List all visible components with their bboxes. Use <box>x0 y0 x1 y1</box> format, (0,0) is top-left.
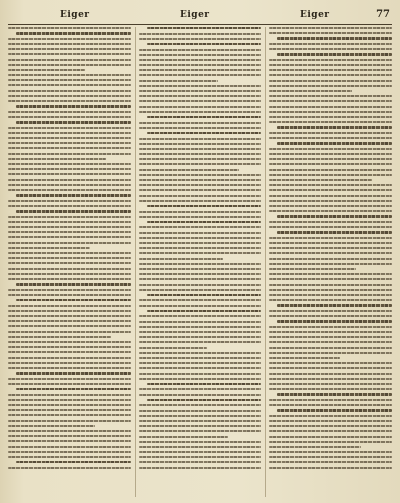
text-line <box>269 32 392 34</box>
text-line <box>269 221 392 223</box>
text-line <box>139 394 262 396</box>
text-line <box>139 169 240 171</box>
text-line <box>277 320 392 322</box>
text-line <box>16 121 131 123</box>
text-line <box>139 49 262 51</box>
text-line <box>8 378 131 380</box>
text-line <box>139 90 262 92</box>
text-line <box>269 85 392 87</box>
text-line <box>139 357 262 359</box>
text-line <box>269 137 392 139</box>
text-line <box>8 231 131 233</box>
text-line <box>269 425 392 427</box>
text-line <box>8 383 131 385</box>
text-line <box>139 237 262 239</box>
text-line <box>8 420 131 422</box>
text-line <box>269 451 392 453</box>
text-line <box>139 388 262 390</box>
text-line <box>8 74 131 76</box>
text-line <box>8 179 131 181</box>
text-line <box>8 440 131 442</box>
text-line <box>147 116 262 118</box>
text-line <box>8 27 131 29</box>
text-line <box>139 278 262 280</box>
text-line <box>139 247 262 249</box>
text-line <box>139 284 262 286</box>
text-line <box>269 116 392 118</box>
text-line <box>139 143 262 145</box>
text-line <box>8 116 131 118</box>
text-line <box>8 48 131 50</box>
text-line <box>147 294 262 296</box>
text-column-left <box>8 27 131 497</box>
text-line <box>139 80 219 82</box>
text-line <box>8 38 131 40</box>
text-line <box>8 216 131 218</box>
text-line <box>269 336 392 338</box>
text-line <box>8 205 131 207</box>
text-line <box>8 200 131 202</box>
text-line <box>8 315 131 317</box>
text-line <box>269 367 392 369</box>
text-line <box>269 158 392 160</box>
text-line <box>147 310 262 312</box>
text-line <box>8 153 131 155</box>
text-line <box>8 64 131 66</box>
text-line <box>8 310 131 312</box>
text-line <box>269 310 392 312</box>
text-line <box>269 200 392 202</box>
text-line <box>269 341 392 343</box>
text-line <box>8 451 131 453</box>
text-line <box>139 111 262 113</box>
text-line <box>269 153 392 155</box>
text-line <box>139 373 262 375</box>
text-line <box>269 373 392 375</box>
text-line <box>139 216 262 218</box>
text-line <box>147 383 262 385</box>
text-line <box>139 467 262 469</box>
text-line <box>277 304 392 306</box>
text-line <box>269 174 392 176</box>
text-line <box>147 27 262 29</box>
text-line <box>8 79 131 81</box>
text-line <box>8 414 131 416</box>
text-line <box>269 263 392 265</box>
text-line <box>139 415 262 417</box>
text-line <box>8 262 131 264</box>
text-line <box>139 174 262 176</box>
text-line <box>8 351 131 353</box>
text-line <box>139 163 262 165</box>
text-line <box>8 59 131 61</box>
text-line <box>139 446 262 448</box>
text-line <box>139 352 262 354</box>
text-line <box>139 321 262 323</box>
text-line <box>16 372 131 374</box>
text-line <box>139 33 262 35</box>
text-line <box>139 211 262 213</box>
text-line <box>8 273 131 275</box>
text-line <box>269 59 392 61</box>
text-line <box>139 106 262 108</box>
text-line <box>269 415 392 417</box>
text-line <box>147 132 262 134</box>
text-line <box>8 336 111 338</box>
text-line <box>269 315 392 317</box>
text-line <box>8 236 131 238</box>
text-line <box>139 189 262 191</box>
text-line <box>277 53 392 55</box>
text-line <box>269 237 392 239</box>
text-line <box>269 48 392 50</box>
text-line <box>8 394 131 396</box>
text-line <box>139 326 262 328</box>
text-line <box>139 362 262 364</box>
text-line <box>8 456 131 458</box>
text-line <box>139 263 262 265</box>
text-line <box>277 231 392 233</box>
text-line <box>8 69 85 71</box>
text-line <box>147 221 262 223</box>
text-line <box>16 299 131 301</box>
text-line <box>139 242 262 244</box>
text-line <box>8 100 131 102</box>
text-line <box>269 64 392 66</box>
text-line <box>269 461 392 463</box>
text-line <box>8 268 131 270</box>
text-line <box>139 59 262 61</box>
text-line <box>139 138 262 140</box>
text-line <box>139 153 262 155</box>
text-line <box>139 331 262 333</box>
text-line <box>8 142 131 144</box>
text-column-right <box>265 27 392 497</box>
text-line <box>269 383 392 385</box>
text-line <box>8 137 131 139</box>
text-line <box>139 367 262 369</box>
text-line <box>269 179 372 181</box>
text-line <box>8 184 131 186</box>
text-columns <box>8 27 392 497</box>
text-line <box>8 357 131 359</box>
text-line <box>269 399 392 401</box>
text-line <box>8 127 131 129</box>
text-line <box>139 451 262 453</box>
text-line <box>8 425 95 427</box>
text-line <box>8 305 131 307</box>
text-line <box>147 43 262 45</box>
text-line <box>8 404 131 406</box>
text-line <box>8 147 131 149</box>
text-line <box>8 252 131 254</box>
text-line <box>8 95 131 97</box>
text-line <box>269 184 392 186</box>
text-line <box>269 331 392 333</box>
text-line <box>139 425 262 427</box>
text-line <box>16 210 131 212</box>
text-line <box>139 441 262 443</box>
text-line <box>8 173 131 175</box>
text-line <box>139 410 262 412</box>
text-line <box>269 430 392 432</box>
text-line <box>139 69 262 71</box>
text-line <box>8 226 131 228</box>
text-line <box>269 294 392 296</box>
text-line <box>8 132 131 134</box>
text-line <box>139 378 262 380</box>
text-line <box>139 184 262 186</box>
text-line <box>139 404 262 406</box>
text-line <box>139 305 262 307</box>
text-column-center <box>135 27 262 497</box>
text-line <box>269 121 392 123</box>
text-line <box>269 357 340 359</box>
header-headword-left: Eiger <box>60 10 90 20</box>
text-line <box>139 456 262 458</box>
text-line <box>16 283 131 285</box>
text-line <box>8 289 131 291</box>
text-line <box>139 38 262 40</box>
text-line <box>139 127 262 129</box>
text-line <box>139 461 262 463</box>
running-header <box>8 10 392 25</box>
text-line <box>269 148 392 150</box>
text-line <box>269 189 392 191</box>
text-line <box>139 179 262 181</box>
text-line <box>269 404 392 406</box>
text-line <box>8 446 131 448</box>
text-line <box>269 100 392 102</box>
text-line <box>16 32 131 34</box>
text-line <box>139 100 262 102</box>
text-line <box>139 95 262 97</box>
text-line <box>269 163 392 165</box>
text-line <box>269 278 392 280</box>
text-line <box>269 362 392 364</box>
text-line <box>8 435 131 437</box>
text-line <box>8 168 131 170</box>
text-line <box>8 294 131 296</box>
text-line <box>277 393 392 395</box>
text-line <box>277 37 392 39</box>
text-line <box>139 430 262 432</box>
text-line <box>269 90 351 92</box>
text-line <box>139 226 262 228</box>
text-line <box>269 258 392 260</box>
text-line <box>269 226 392 228</box>
text-line <box>139 200 262 202</box>
header-headword-right: Eiger <box>300 10 330 20</box>
text-line <box>139 268 262 270</box>
text-line <box>139 341 262 343</box>
text-line <box>269 456 392 458</box>
text-line <box>147 205 262 207</box>
text-line <box>139 74 262 76</box>
text-line <box>8 367 131 369</box>
text-line <box>139 252 262 254</box>
text-line <box>147 399 262 401</box>
text-line <box>139 158 262 160</box>
text-line <box>269 111 392 113</box>
text-line <box>8 111 131 113</box>
text-line <box>8 467 131 469</box>
text-line <box>8 278 131 280</box>
text-line <box>16 388 131 390</box>
text-line <box>139 273 262 275</box>
text-line <box>269 299 392 301</box>
text-line <box>139 436 229 438</box>
text-line <box>277 142 392 144</box>
text-line <box>8 247 90 249</box>
text-line <box>277 215 392 217</box>
text-line <box>139 195 262 197</box>
header-headword-center: Eiger <box>180 10 210 20</box>
page-number: 77 <box>376 9 390 20</box>
text-line <box>8 325 131 327</box>
text-line <box>139 232 262 234</box>
text-line <box>139 420 262 422</box>
text-line <box>8 158 106 160</box>
text-line <box>269 441 392 443</box>
text-line <box>8 90 131 92</box>
text-line <box>8 43 131 45</box>
text-line <box>269 210 392 212</box>
text-line <box>269 420 392 422</box>
text-line <box>139 64 262 66</box>
text-line <box>269 242 392 244</box>
text-line <box>8 53 131 55</box>
text-line <box>8 399 131 401</box>
text-line <box>16 461 131 463</box>
text-line <box>8 362 131 364</box>
text-line <box>139 336 262 338</box>
text-line <box>8 84 131 86</box>
text-line <box>8 242 131 244</box>
text-line <box>269 80 392 82</box>
text-line <box>269 169 392 171</box>
text-line <box>269 74 392 76</box>
text-line <box>139 122 262 124</box>
text-line <box>8 189 131 191</box>
text-line <box>269 132 392 134</box>
text-line <box>8 331 131 333</box>
text-line <box>8 346 131 348</box>
text-line <box>139 85 262 87</box>
text-line <box>139 54 262 56</box>
text-line <box>269 289 392 291</box>
text-line <box>139 299 262 301</box>
text-line <box>269 252 392 254</box>
text-line <box>269 27 392 29</box>
text-line <box>269 247 392 249</box>
text-line <box>8 320 131 322</box>
text-line <box>269 326 392 328</box>
text-line <box>269 43 392 45</box>
text-line <box>8 341 131 343</box>
text-line <box>139 315 262 317</box>
text-line <box>269 69 392 71</box>
text-line <box>269 195 392 197</box>
text-line <box>269 268 356 270</box>
text-line <box>269 205 392 207</box>
text-line <box>269 106 392 108</box>
text-line <box>269 388 392 390</box>
text-line <box>269 273 392 275</box>
text-line <box>269 467 392 469</box>
text-line <box>16 105 131 107</box>
text-line <box>139 148 262 150</box>
text-line <box>269 378 392 380</box>
text-line <box>139 347 208 349</box>
text-line <box>8 430 131 432</box>
text-line <box>269 352 392 354</box>
text-line <box>8 221 131 223</box>
text-line <box>269 95 392 97</box>
text-line <box>277 126 392 128</box>
text-line <box>139 289 262 291</box>
text-line <box>269 284 392 286</box>
text-line <box>277 409 392 411</box>
text-line <box>269 436 392 438</box>
text-line <box>16 194 131 196</box>
text-line <box>8 257 131 259</box>
text-line <box>139 258 224 260</box>
text-line <box>269 347 392 349</box>
text-line <box>269 446 361 448</box>
text-line <box>8 163 131 165</box>
text-line <box>8 409 131 411</box>
